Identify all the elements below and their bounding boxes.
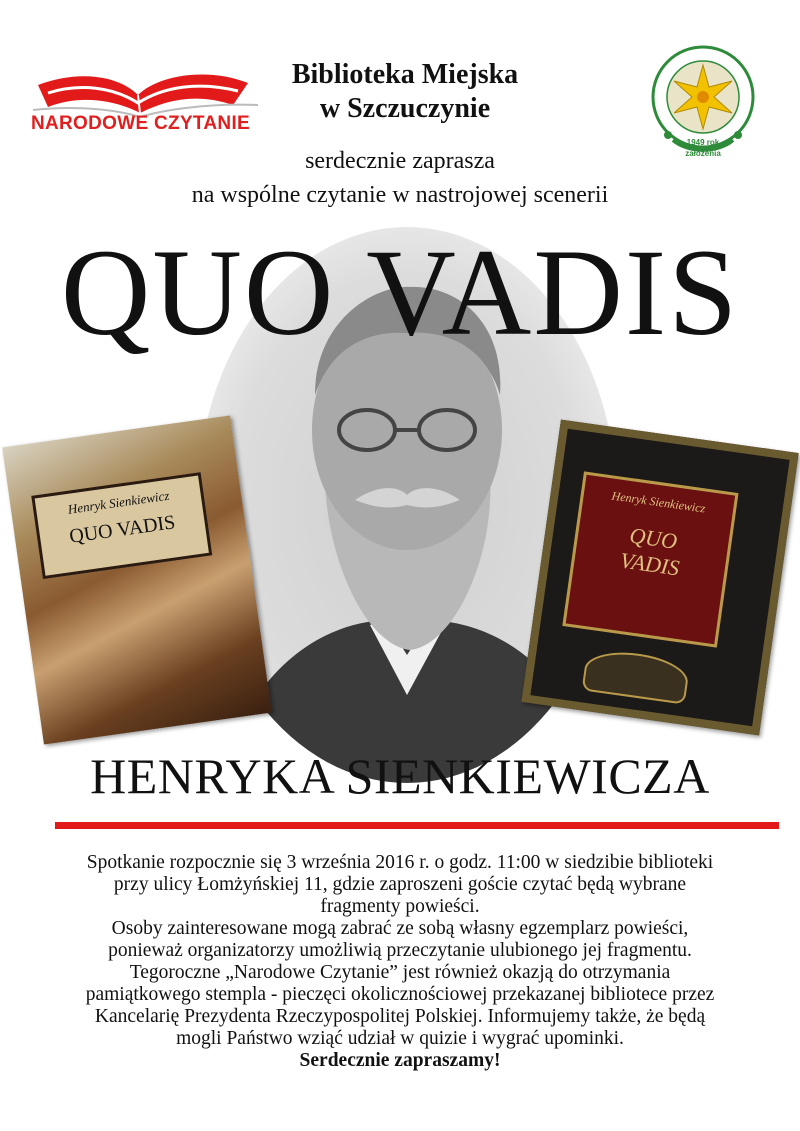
body-line: Kancelarię Prezydenta Rzeczypospolitej Polskiej. Informujemy także, że będą [94,1006,706,1027]
library-name-line1: Biblioteka Miejska [291,59,519,90]
book-left-title: QUO VADIS [68,511,177,548]
body-line: ponieważ organizatorzy umożliwią przeczytanie ulubionego jej fragmentu. [108,940,692,961]
event-description [0,852,800,1072]
invitation-line-1: serdecznie zaprasza [305,148,495,174]
narodowe-czytanie-logo-text: NARODOWE CZYTANIE [30,113,251,134]
book-right-title-line1: QUO [628,522,679,554]
book-right-author: Henryk Sienkiewicz [610,488,707,516]
seal-year-text: 1949 rok [686,138,720,147]
body-line: Tegoroczne „Narodowe Czytanie” jest również okazją do otrzymania [129,962,671,983]
book-right-ornament [582,647,691,705]
author-name: HENRYKA SIENKIEWICZA [90,748,710,804]
book-right-title-line2: VADIS [618,547,681,581]
body-line: Spotkanie rozpocznie się 3 września 2016 r. o godz. 11:00 w siedzibie biblioteki [86,852,714,873]
book-left-author: Henryk Sienkiewicz [66,487,171,517]
body-line: Osoby zainteresowane mogą zabrać ze sobą własny egzemplarz powieści, [111,918,689,939]
book-cover-right [521,420,798,736]
book-cover-left [2,415,272,744]
library-name-line2: w Szczuczynie [319,93,491,124]
main-title: QUO VADIS [60,224,740,361]
library-name [250,58,560,126]
library-seal-logo [648,35,758,165]
body-line: fragmenty powieści. [320,896,480,917]
closing-line: Serdecznie zapraszamy! [299,1050,501,1071]
body-line: pamiątkowego stempla - pieczęci okolicznościowej przekazanej bibliotece przez [85,984,715,1005]
invitation-line-2: na wspólne czytanie w nastrojowej scenerii [191,182,609,208]
body-line: przy ulicy Łomżyńskiej 11, gdzie zaproszeni goście czytać będą wybrane [113,874,687,895]
book-right-label [562,471,738,647]
body-line: mogli Państwo wziąć udział w quizie i wygrać upominki. [176,1028,624,1049]
book-left-label [31,472,212,579]
seal-founded-text: założenia [685,149,721,158]
red-divider [55,822,779,829]
